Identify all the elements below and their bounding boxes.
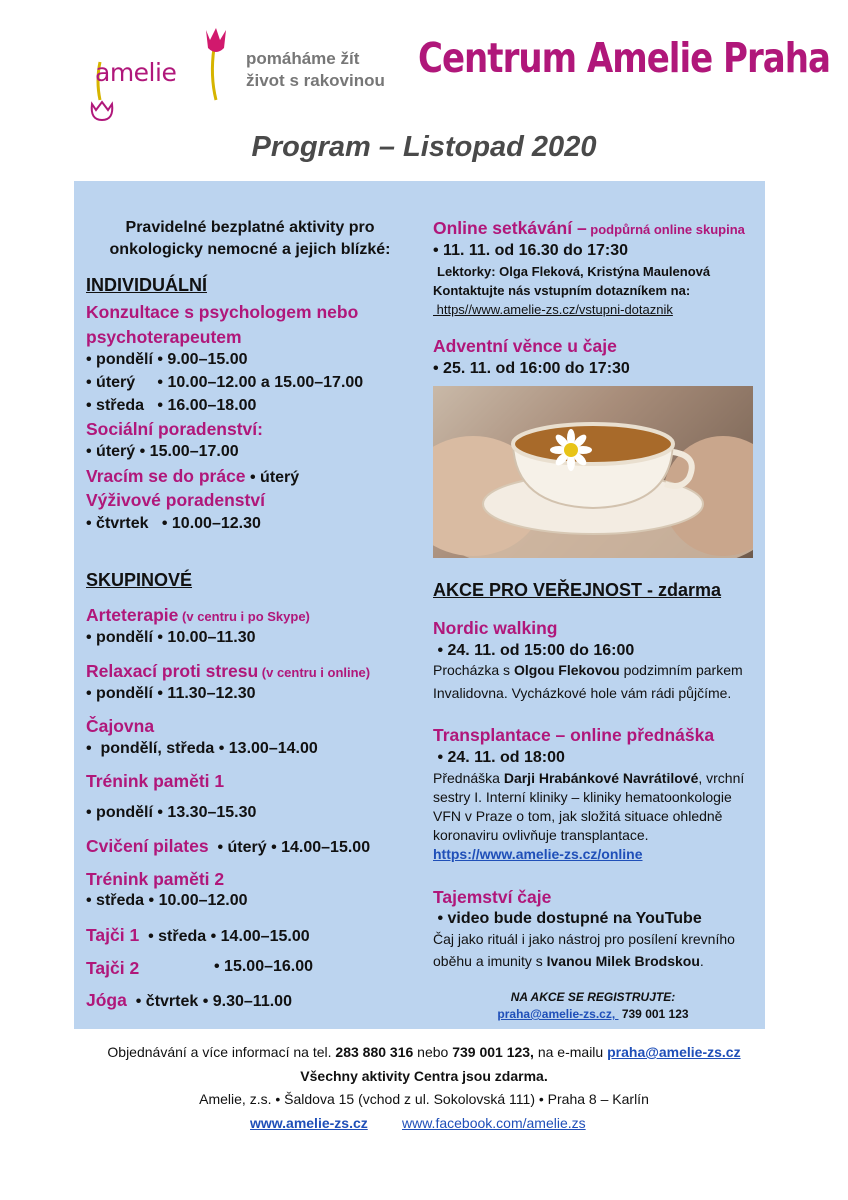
work-heading: Vracím se do práce bbox=[86, 466, 246, 486]
work-time: • úterý bbox=[245, 469, 300, 486]
logo-wordmark: amelie bbox=[95, 58, 177, 87]
nutrition-heading: Výživové poradenství bbox=[86, 490, 265, 510]
psych-tuesday: • úterý • 10.00–12.00 a 15.00–17.00 bbox=[86, 374, 364, 391]
taichi1-time: • středa • 14.00–15.00 bbox=[139, 928, 310, 945]
public-heading: AKCE PRO VEŘEJNOST - zdarma bbox=[433, 580, 722, 600]
tagline-line-2: život s rakovinou bbox=[246, 71, 385, 90]
memory2-time: • středa • 10.00–12.00 bbox=[86, 892, 248, 909]
social-time: • úterý • 15.00–17.00 bbox=[86, 443, 239, 460]
transplant-heading: Transplantace – online přednáška bbox=[433, 725, 715, 745]
online-time: • 11. 11. od 16.30 do 17:30 bbox=[433, 242, 629, 259]
transplant-desc-1c: , vrchní bbox=[698, 770, 745, 786]
nordic-desc-2: Invalidovna. Vycházkové hole vám rádi půjčíme. bbox=[433, 685, 732, 701]
transplant-desc-1 bbox=[433, 770, 744, 786]
pilates-item bbox=[86, 836, 370, 857]
footer-address: Amelie, z.s. • Šaldova 15 (vchod z ul. Sokolovská 111) • Praha 8 – Karlín bbox=[199, 1091, 649, 1107]
transplant-desc-1b: Darji Hrabánkové Navrátilové bbox=[503, 770, 699, 786]
relax-note: (v centru i online) bbox=[258, 665, 371, 680]
taichi1-heading: Tajči 1 bbox=[86, 925, 140, 945]
register-contact bbox=[433, 1007, 753, 1021]
relax-heading: Relaxací proti stresu bbox=[86, 661, 259, 681]
tea-cup-photo bbox=[433, 386, 753, 558]
footer-contact-line bbox=[0, 1044, 848, 1060]
footer-facebook-link[interactable]: www.facebook.com/amelie.zs bbox=[402, 1115, 586, 1131]
footer-free-note: Všechny aktivity Centra jsou zdarma. bbox=[300, 1068, 548, 1084]
art-heading: Arteterapie bbox=[86, 605, 179, 625]
nordic-desc-1b: Olgou Flekovou bbox=[513, 662, 620, 678]
tagline bbox=[246, 48, 385, 92]
memory2-heading: Trénink paměti 2 bbox=[86, 869, 225, 889]
advent-time: • 25. 11. od 16:00 do 17:30 bbox=[433, 360, 630, 377]
online-note: podpůrná online skupina bbox=[586, 222, 745, 237]
footer-email-link[interactable]: praha@amelie-zs.cz bbox=[607, 1044, 741, 1060]
tea-heading: Čajovna bbox=[86, 716, 155, 736]
register-label: NA AKCE SE REGISTRUJTE: bbox=[510, 990, 676, 1004]
footer-line1e: na e-mailu bbox=[533, 1044, 608, 1060]
secret-desc-1: Čaj jako rituál i jako nástroj pro posílení krevního bbox=[433, 931, 735, 947]
footer-web-link[interactable]: www.amelie-zs.cz bbox=[250, 1115, 368, 1131]
secret-desc-2c: . bbox=[699, 953, 704, 969]
psych-heading-1: Konzultace s psychologem nebo bbox=[86, 302, 359, 322]
secret-time: • video bude dostupné na YouTube bbox=[433, 910, 702, 927]
advent-heading: Adventní věnce u čaje bbox=[433, 336, 617, 356]
footer-line1a: Objednávání a více informací na tel. bbox=[107, 1044, 336, 1060]
online-contact: Kontaktujte nás vstupním dotazníkem na: bbox=[433, 283, 691, 298]
yoga-time: • čtvrtek • 9.30–11.00 bbox=[126, 993, 292, 1010]
register-phone: 739 001 123 bbox=[618, 1007, 689, 1021]
footer-phone-2: 739 001 123, bbox=[452, 1044, 534, 1060]
transplant-desc-1a: Přednáška bbox=[433, 770, 504, 786]
program-title: Program – Listopad 2020 bbox=[251, 131, 597, 163]
tea-time: • pondělí, středa • 13.00–14.00 bbox=[86, 740, 318, 757]
pilates-heading: Cvičení pilates bbox=[86, 836, 209, 856]
online-lecturers: Lektorky: Olga Fleková, Kristýna Maulenová bbox=[437, 264, 711, 279]
transplant-online-link[interactable]: https://www.amelie-zs.cz/online bbox=[433, 846, 643, 862]
online-questionnaire-link[interactable]: https//www.amelie-zs.cz/vstupni-dotaznik bbox=[433, 302, 673, 317]
secret-desc-2b: Ivanou Milek Brodskou bbox=[546, 953, 700, 969]
art-item bbox=[86, 605, 310, 626]
nordic-heading: Nordic walking bbox=[433, 618, 558, 638]
memory1-heading: Trénink paměti 1 bbox=[86, 771, 225, 791]
transplant-time: • 24. 11. od 18:00 bbox=[433, 749, 565, 766]
individual-heading: INDIVIDUÁLNÍ bbox=[86, 275, 207, 295]
nordic-desc-1 bbox=[433, 662, 743, 678]
psych-monday: • pondělí • 9.00–15.00 bbox=[86, 351, 248, 368]
transplant-desc-2: sestry I. Interní kliniky – kliniky hematoonkologie bbox=[433, 789, 732, 805]
nutrition-time: • čtvrtek • 10.00–12.30 bbox=[86, 515, 261, 532]
footer-phone-1: 283 880 316 bbox=[335, 1044, 414, 1060]
secret-desc-2a: oběhu a imunity s bbox=[433, 953, 547, 969]
transplant-desc-3: VFN v Praze o tom, jak složitá situace ohledně bbox=[433, 808, 723, 824]
intro-line-2: onkologicky nemocné a jejich blízké: bbox=[109, 241, 391, 258]
psych-heading-2: psychoterapeutem bbox=[86, 327, 242, 347]
intro-line-1: Pravidelné bezplatné aktivity pro bbox=[125, 219, 375, 236]
group-heading: SKUPINOVÉ bbox=[86, 570, 193, 590]
footer-line1c: nebo bbox=[413, 1044, 453, 1060]
register-email-link[interactable]: praha@amelie-zs.cz, bbox=[497, 1007, 619, 1021]
secret-desc-2 bbox=[433, 953, 704, 969]
tea-cup-illustration-icon bbox=[433, 386, 753, 558]
center-title: Centrum Amelie Praha bbox=[418, 34, 830, 82]
yoga-item bbox=[86, 990, 292, 1011]
online-item bbox=[433, 218, 745, 239]
tagline-line-1: pomáháme žít bbox=[246, 49, 360, 68]
secret-heading: Tajemství čaje bbox=[433, 887, 552, 907]
yoga-heading: Jóga bbox=[86, 990, 127, 1010]
relax-time: • pondělí • 11.30–12.30 bbox=[86, 685, 256, 702]
psych-wednesday: • středa • 16.00–18.00 bbox=[86, 397, 257, 414]
art-time: • pondělí • 10.00–11.30 bbox=[86, 629, 256, 646]
social-heading: Sociální poradenství: bbox=[86, 419, 263, 439]
intro-text bbox=[86, 217, 414, 261]
memory1-time: • pondělí • 13.30–15.30 bbox=[86, 804, 257, 821]
online-heading: Online setkávání – bbox=[433, 218, 587, 238]
relax-item bbox=[86, 661, 370, 682]
taichi2-time: • 15.00–16.00 bbox=[214, 958, 314, 975]
art-note: (v centru i po Skype) bbox=[178, 609, 310, 624]
taichi2-heading: Tajči 2 bbox=[86, 958, 140, 978]
taichi1-item bbox=[86, 925, 310, 946]
pilates-time: • úterý • 14.00–15.00 bbox=[208, 839, 371, 856]
nordic-desc-1c: podzimním parkem bbox=[619, 662, 743, 678]
work-item bbox=[86, 466, 299, 487]
transplant-desc-4: koronaviru ovlivňuje transplantace. bbox=[433, 827, 649, 843]
nordic-time: • 24. 11. od 15:00 do 16:00 bbox=[433, 642, 635, 659]
nordic-desc-1a: Procházka s bbox=[433, 662, 514, 678]
